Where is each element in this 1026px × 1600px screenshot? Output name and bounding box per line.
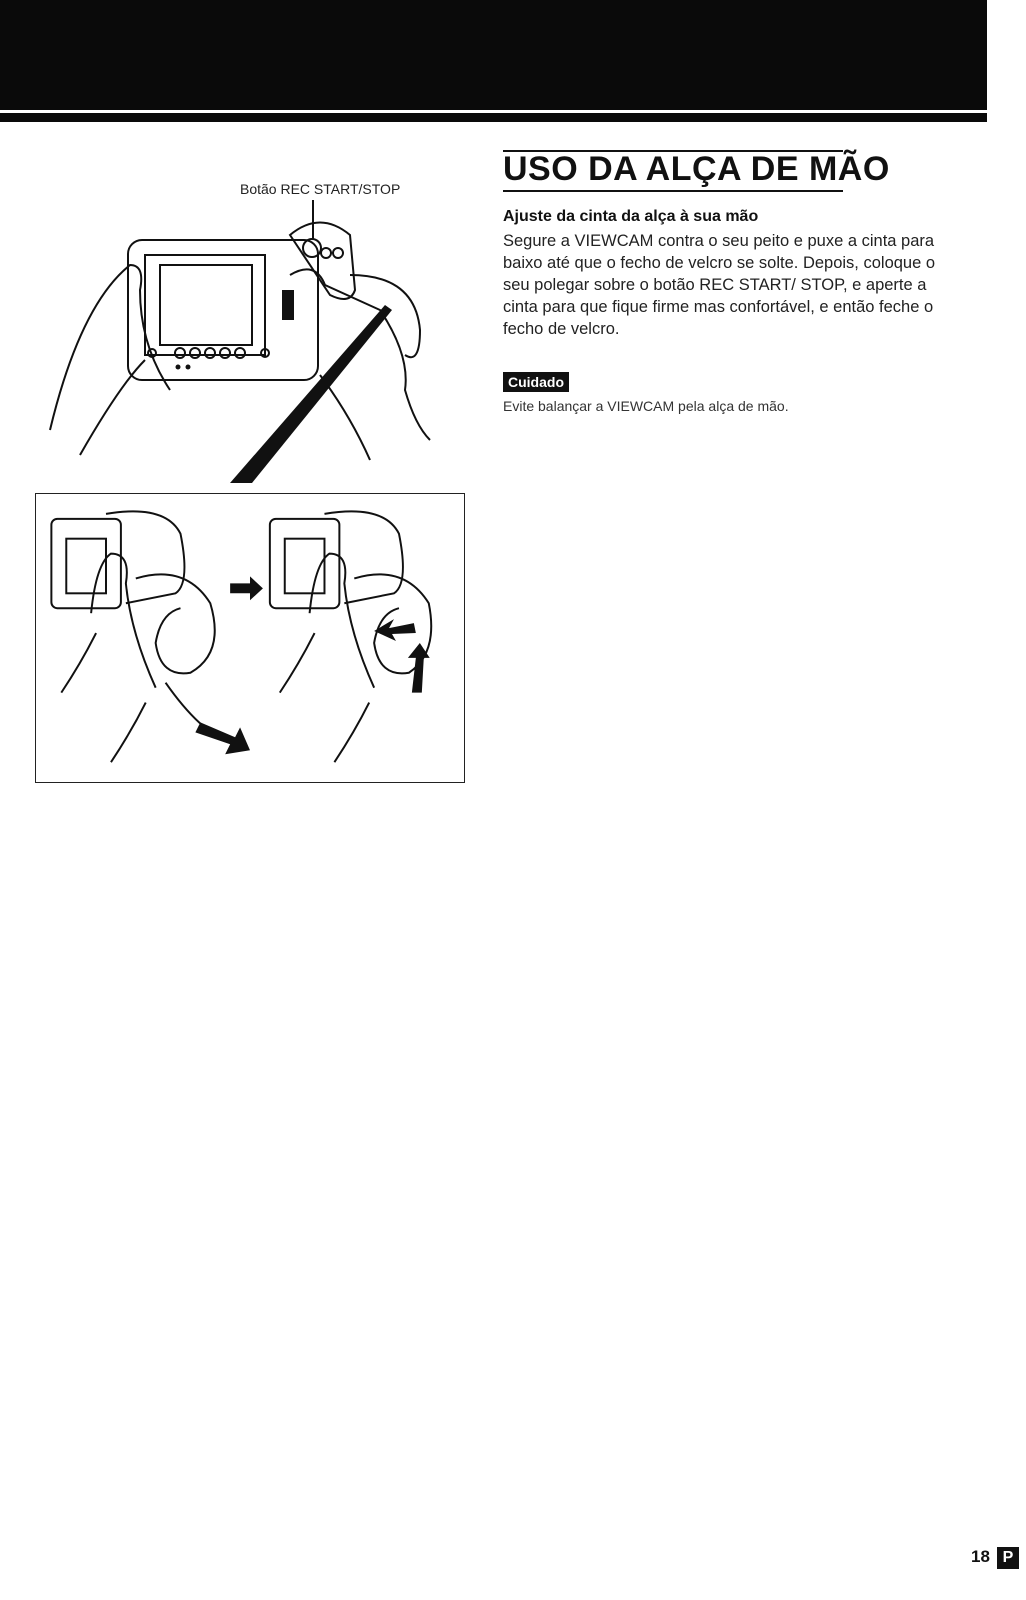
section-subheading: Ajuste da cinta da alça à sua mão — [503, 208, 759, 225]
rec-button-callout: Botão REC START/STOP — [240, 181, 401, 197]
header-rule-gap — [0, 110, 987, 113]
page-title: USO DA ALÇA DE MÃO — [503, 150, 890, 188]
header-bar — [0, 0, 987, 110]
section-body: Segure a VIEWCAM contra o seu peito e puxe a cinta para baixo até que o fecho de velcro se solte. Depois, coloque o seu polegar sobre o botão REC START/ STOP, e aperte a cinta para que fique firme mas confortável, e então feche o fecho de velcro. — [503, 232, 936, 338]
caution-badge: Cuidado — [503, 372, 569, 392]
title-rule-bottom — [503, 190, 843, 192]
language-badge: P — [997, 1547, 1019, 1569]
camera-hands-illustration — [20, 195, 440, 495]
strap-adjust-illustration — [36, 494, 464, 782]
page-number: 18 — [971, 1547, 990, 1566]
strap-adjust-illustration-box — [35, 493, 465, 783]
caution-text: Evite balançar a VIEWCAM pela alça de mão. — [503, 398, 789, 414]
